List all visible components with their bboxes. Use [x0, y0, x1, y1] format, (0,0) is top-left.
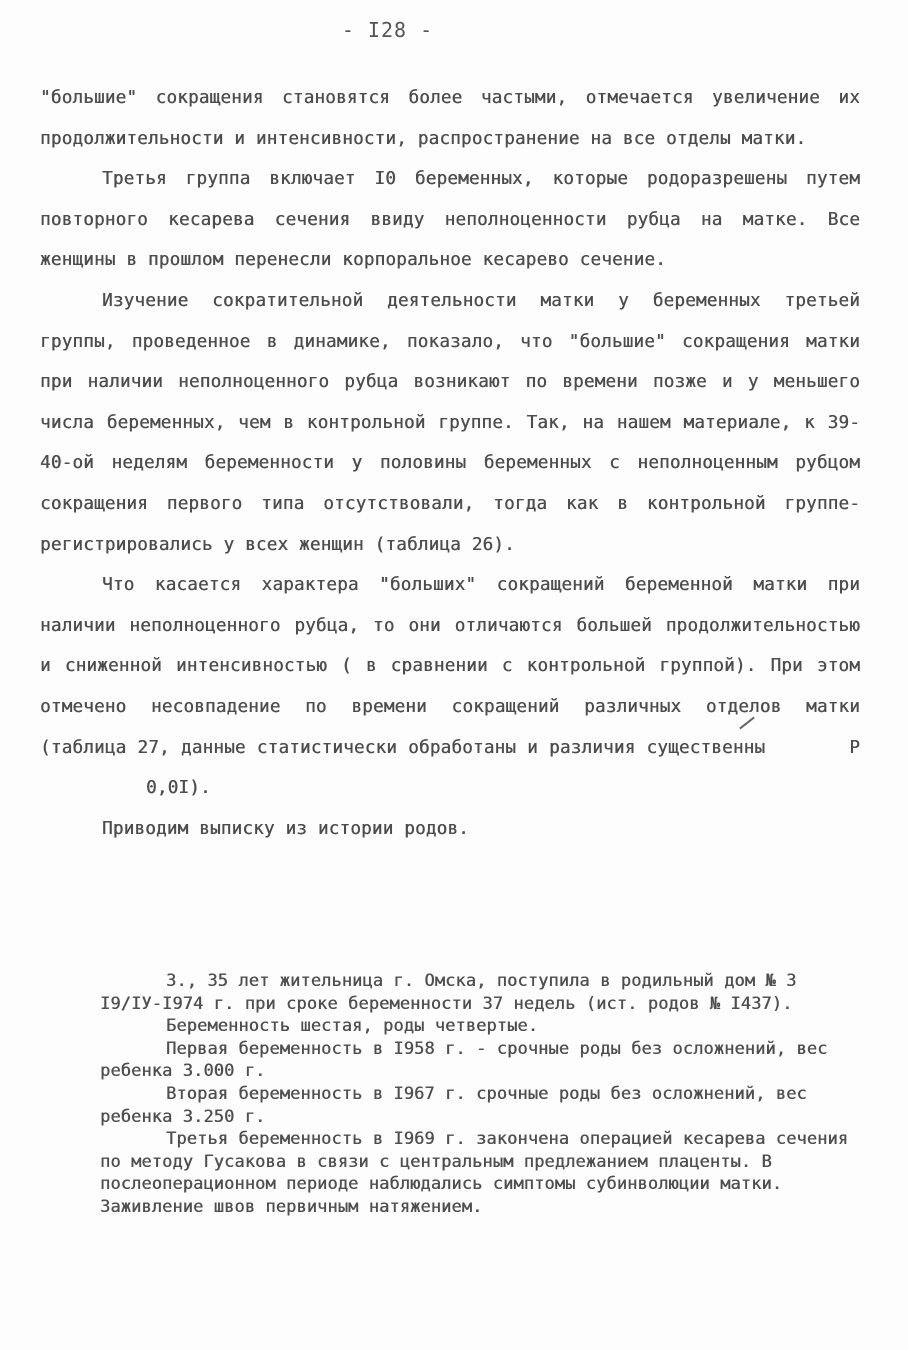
case-history-block: [100, 970, 852, 1219]
significance-symbol: Р: [849, 737, 860, 758]
case-pregnancy-count: Беременность шестая, роды четвертые.: [166, 1016, 539, 1037]
paragraph-third-group: Третья группа включает I0 беременных, которые родоразрешены путем повторного кесарева сечения ввиду неполноценности рубца на матке. Все женщины в прошлом перенесли корпоральное кесарево сечение.: [40, 169, 860, 271]
paragraph-contraction-character: [40, 565, 860, 809]
paragraph-continuation: "большие" сокращения становятся более частыми, отмечается увеличение их продолжительности и интенсивности, распространение на все отделы матки.: [40, 88, 860, 149]
case-third-pregnancy: Третья беременность в I969 г. закончена операцией кесарева сечения по методу Гусакова в связи с центральным предлежанием плаценты. В послеоперационном периоде наблюдались симптомы субинволюции матки. Заживление швов первичным натяжением.: [100, 1129, 849, 1217]
paragraph-contractile-study: Изучение сократительной деятельности матки у беременных третьей группы, проведенное в динамике, показало, что "большие" сокращения матки при наличии неполноценного рубца возникают по времени позже и у меньшего числа беременных, чем в контрольной группе. Так, на нашем материале, к 39-40-ой неделям беременности у половины беременных с неполноценным рубцом сокращения первого типа отсутствовали, тогда как в контрольной группе-регистрировались у всех женщин (таблица 26).: [40, 290, 860, 555]
case-first-pregnancy: Первая беременность в I958 г. - срочные роды без осложнений, вес ребенка 3.000 г.: [100, 1038, 828, 1082]
body-text: [40, 78, 860, 849]
significance-value: 0,0I).: [146, 778, 211, 799]
page-number: - I28 -: [341, 18, 434, 42]
case-admission: З., 35 лет жительница г. Омска, поступила в родильный дом № 3 I9/IУ-I974 г. при сроке беременности 37 недель (ист. родов № I437).: [100, 971, 797, 1014]
paragraph-contraction-character-text: Что касается характера "больших" сокращений беременной матки при наличии неполноценного рубца, то они отличаются большей продолжительностью и сниженной интенсивностью ( в сравнении с контрольной группой). При этом отмечено несовпадение по времени сокращений различных отделов матки (таблица 27, данные статистически обработаны и различия существенны: [40, 575, 860, 758]
paragraph-case-intro: Приводим выписку из истории родов.: [102, 818, 469, 839]
case-second-pregnancy: Вторая беременность в I967 г. срочные роды без осложнений, вес ребенка 3.250 г.: [100, 1083, 807, 1127]
